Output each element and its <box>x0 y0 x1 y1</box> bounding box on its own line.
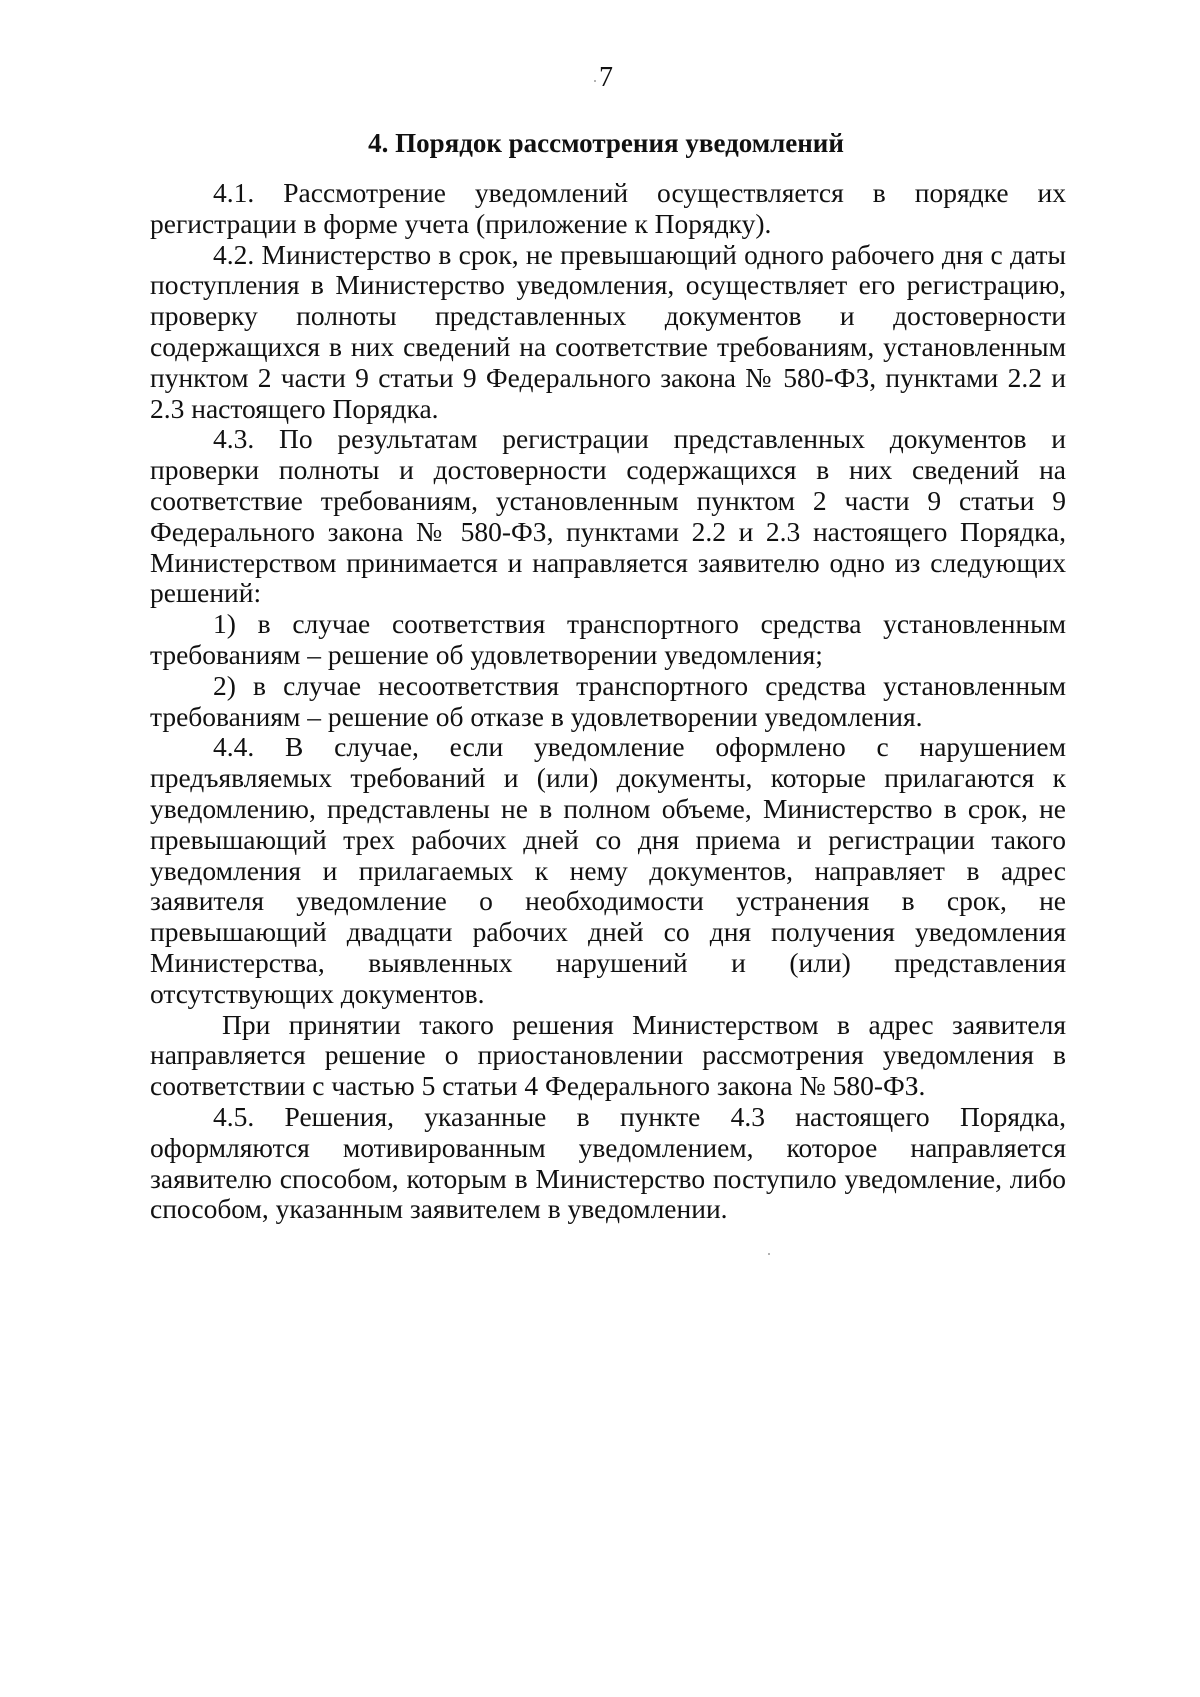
paragraph-4-3-item-2: 2) в случае несоответствия транспортного средства установленным требованиям – решение об отказе в удовлетворении уведомления. <box>150 669 1066 732</box>
paragraph-4-5: 4.5. Решения, указанные в пункте 4.3 настоящего Порядка, оформляются мотивированным уведомлением, которое направляется заявителю способом, которым в Министерство поступило уведомление, либо способом, указанным заявителем в уведомлении. <box>150 1100 1066 1225</box>
paragraph-4-1: 4.1. Рассмотрение уведомлений осуществляется в порядке их регистрации в форме учета (приложение к Порядку). <box>150 177 1066 239</box>
paragraph-4-3: 4.3. По результатам регистрации представленных документов и проверки полноты и достоверности содержащихся в них сведений на соответствие требованиям, установленным пунктом 2 части 9 статьи 9 Федерального закона № 580-ФЗ, пунктами 2.2 и 2.3 настоящего Порядка, Министерством принимается и направляется заявителю одно из следующих решений: <box>150 423 1066 609</box>
section-title: 4. Порядок рассмотрения уведомлений <box>368 128 844 158</box>
page-number: 7 <box>599 62 613 93</box>
paragraph-4-4: 4.4. В случае, если уведомление оформлено с нарушением предъявляемых требований и (или) документы, которые прилагаются к уведомлению, представлены не в полном объеме, Министерство в срок, не превышающий трех рабочих дней со дня приема и регистрации такого уведомления и прилагаемых к нему документов, направляет в адрес заявителя уведомление о необходимости устранения в срок, не превышающий двадцати рабочих дней со дня получения уведомления Министерства, выявленных нарушений и (или) представления отсутствующих документов. <box>150 731 1066 1009</box>
paragraph-4-4-continuation: При принятии такого решения Министерством в адрес заявителя направляется решение о приостановлении рассмотрения уведомления в соответствии с частью 5 статьи 4 Федерального закона № 580-ФЗ. <box>150 1008 1066 1102</box>
paragraph-4-2: 4.2. Министерство в срок, не превышающий одного рабочего дня с даты поступления в Министерство уведомления, осуществляет его регистрацию, проверку полноты представленных документов и достоверности содержащихся в них сведений на соответствие требованиям, установленным пунктом 2 части 9 статьи 9 Федерального закона № 580-ФЗ, пунктами 2.2 и 2.3 настоящего Порядка. <box>150 238 1066 424</box>
document-body <box>150 178 1066 1225</box>
scan-speck <box>594 80 596 82</box>
scan-speck <box>768 1253 770 1255</box>
paragraph-4-3-item-1: 1) в случае соответствия транспортного средства установленным требованиям – решение об удовлетворении уведомления; <box>150 608 1066 670</box>
